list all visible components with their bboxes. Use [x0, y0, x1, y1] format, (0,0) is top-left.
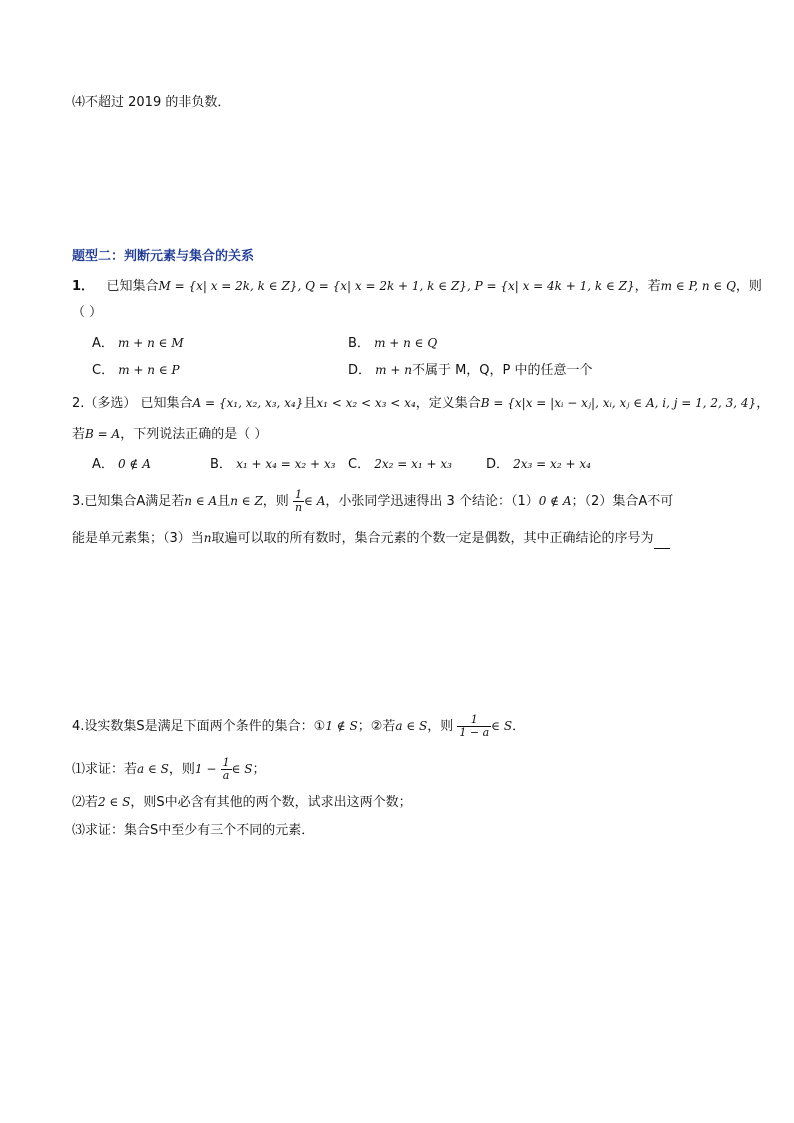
problem-2-option-d: [486, 454, 591, 475]
problem-3-cond-1: n ∈ A: [184, 494, 218, 508]
option-d-label: D．: [486, 457, 510, 472]
option-b-text: x₁ + x₄ = x₂ + x₃: [236, 457, 336, 471]
problem-4-sub-1: [72, 756, 266, 783]
problem-4-stem: [72, 713, 525, 740]
problem-2-lead: 2.（多选） 已知集合: [72, 396, 193, 411]
sub-2-rest: ，则S中必含有其他的两个数，试求出这两个数；: [130, 795, 412, 810]
problem-4-cond-1: 1 ∉ S: [325, 719, 358, 733]
problem-3-n: n: [203, 531, 212, 545]
problem-3-and: 且: [217, 494, 231, 509]
problem-3-cond-2: n ∈ Z: [230, 494, 263, 508]
option-b-label: B．: [210, 457, 232, 472]
option-b-text: m + n ∈ Q: [374, 336, 438, 350]
problem-1-option-b: [348, 333, 437, 354]
option-a-text: m + n ∈ M: [118, 336, 184, 350]
sub-1-condition: a ∈ S: [137, 762, 169, 776]
problem-3-stem: [72, 488, 673, 515]
problem-3-membership: ∈ A: [304, 494, 326, 508]
sub-1-membership: ∈ S: [231, 762, 253, 776]
problem-4-sub-2: [72, 792, 412, 813]
problem-3-line-2a: 能是单元素集；（3）当: [72, 531, 204, 546]
sub-1-then: ，则: [168, 762, 195, 777]
option-c-label: C．: [92, 363, 115, 378]
problem-3-rest-2: ；（2）集合A不可: [571, 494, 674, 509]
problem-1-lead: 已知集合: [106, 279, 159, 294]
fraction-numerator: 1: [293, 489, 304, 502]
problem-1-option-a: [92, 333, 184, 354]
problem-4-end: ．: [512, 719, 526, 734]
problem-4-membership: ∈ S: [491, 719, 513, 733]
sub-1-end: ；: [252, 762, 266, 777]
set-q: , Q = {x| x = 2k + 1, k ∈ Z}: [297, 279, 467, 293]
fraction-denominator: 1 − a: [459, 726, 490, 739]
problem-2-stem: [72, 393, 769, 414]
problem-1-condition: m ∈ P, n ∈ Q: [660, 279, 736, 293]
option-a-text: 0 ∉ A: [118, 457, 151, 471]
problem-1-if: ，若: [634, 279, 661, 294]
option-b-label: B．: [348, 336, 370, 351]
problem-1-option-c: [92, 360, 180, 381]
problem-2-define: ，定义集合: [415, 396, 481, 411]
fraction-numerator: 1: [457, 714, 491, 727]
sub-1-expr: 1 −: [194, 762, 217, 776]
option-c-text: m + n ∈ P: [118, 363, 180, 377]
option-a-label: A．: [92, 457, 114, 472]
fraction-denominator: n: [294, 501, 303, 514]
item-4-text: [72, 93, 230, 113]
fraction-numerator: 1: [222, 756, 230, 769]
problem-4-sub-3: ⑶求证：集合S中至少有三个不同的元素．: [72, 823, 315, 838]
problem-4-fraction: [457, 714, 491, 739]
fraction-denominator: a: [222, 769, 230, 782]
problem-3-conclusion-1: 0 ∉ A: [538, 494, 572, 508]
problem-4-cond-2: a ∈ S: [395, 719, 428, 733]
problem-1-option-d: [348, 360, 593, 381]
problem-3-rest: ，小张同学迅速得出 3 个结论：（1）: [325, 494, 539, 509]
problem-2-question: [72, 424, 267, 445]
problem-2-option-c: [348, 454, 452, 475]
problem-2-option-b: [210, 454, 335, 475]
option-c-text: 2x₂ = x₁ + x₃: [374, 457, 452, 471]
problem-4-then: ，则: [427, 719, 454, 734]
option-d-label: D．: [348, 363, 372, 378]
problem-2-comma: ，: [756, 396, 770, 411]
problem-3-line-2b: 取遍可以取的所有数时，集合元素的个数一定是偶数，其中正确结论的序号为: [211, 531, 654, 546]
sub-2-condition: 2 ∈ S: [98, 795, 131, 809]
problem-4-lead: 4.设实数集S是满足下面两个条件的集合：①: [72, 719, 326, 734]
problem-2-if: 若: [72, 427, 86, 442]
option-d-text: 不属于 M，Q，P 中的任意一个: [411, 363, 593, 378]
option-c-label: C．: [348, 457, 371, 472]
problem-2-ask: ，下列说法正确的是（ ）: [120, 427, 268, 442]
problem-2-and: 且: [303, 396, 317, 411]
problem-4-mid: ；②若: [357, 719, 396, 734]
problem-2-condition: B = A: [85, 427, 121, 441]
set-m: M = {x| x = 2k, k ∈ Z}: [158, 279, 298, 293]
problem-2-order: x₁ < x₂ < x₃ < x₄: [316, 396, 416, 410]
option-a-label: A．: [92, 336, 114, 351]
option-d-math: m + n: [375, 363, 412, 377]
problem-1-number: 1．: [72, 279, 95, 294]
answer-blank: [654, 534, 670, 549]
option-d-text: 2x₃ = x₂ + x₄: [513, 457, 591, 471]
problem-3-then: ，则: [262, 494, 289, 509]
problem-3-fraction: [293, 489, 304, 514]
sub-1-lead: ⑴求证：若: [72, 762, 138, 777]
problem-1-stem: [72, 276, 762, 297]
set-b: B = {x|x = |xᵢ − xⱼ|, xᵢ, xⱼ ∈ A, i, j = 1, 2, 3, 4}: [480, 396, 757, 410]
set-p: , P = {x| x = 4k + 1, k ∈ Z}: [466, 279, 635, 293]
problem-3-lead: 3.已知集合A满足若: [72, 494, 185, 509]
problem-3-line-2: [72, 528, 670, 549]
sub-1-fraction: [221, 757, 232, 782]
problem-1-paren: （ ）: [72, 305, 103, 320]
set-a: A = {x₁, x₂, x₃, x₄}: [192, 396, 304, 410]
section-title: 题型二：判断元素与集合的关系: [72, 249, 255, 264]
item-4-label: ⑷不超过 2019 的非负数．: [72, 95, 231, 110]
problem-1-then: ，则: [735, 279, 762, 294]
problem-2-option-a: [92, 454, 151, 475]
sub-2-lead: ⑵若: [72, 795, 99, 810]
